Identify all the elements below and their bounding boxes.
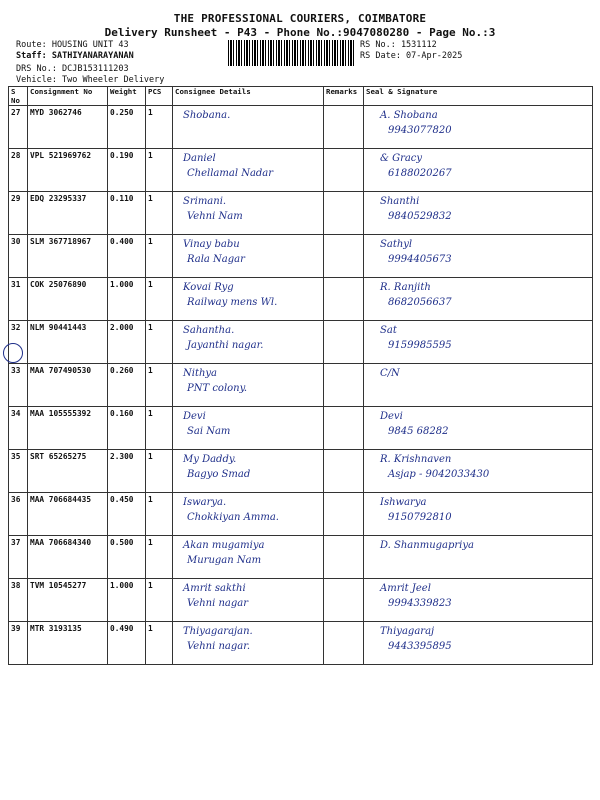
sno-cell: 28 <box>9 149 28 192</box>
consignee-address: Railway mens Wl. <box>187 297 278 308</box>
consignee-name: Kovai Ryg <box>183 282 234 293</box>
consignment-cell: EDQ 23295337 <box>28 192 108 235</box>
remarks-cell <box>324 235 364 278</box>
vehicle-label: Vehicle: Two Wheeler Delivery <box>16 75 165 85</box>
consignee-address: Chellamal Nadar <box>187 168 274 179</box>
col-header-weight: Weight <box>108 87 146 106</box>
consignee-cell <box>173 407 324 450</box>
consignee-cell <box>173 321 324 364</box>
signature-cell <box>364 407 593 450</box>
table-row <box>9 493 593 536</box>
signature-name: R. Krishnaven <box>380 454 452 465</box>
route-label: Route: HOUSING UNIT 43 <box>16 40 129 50</box>
consignee-cell <box>173 450 324 493</box>
signature-cell <box>364 536 593 579</box>
consignee-address: Vehni Nam <box>187 211 243 222</box>
signature-cell <box>364 149 593 192</box>
weight-cell: 0.190 <box>108 149 146 192</box>
consignee-name: Nithya <box>183 368 218 379</box>
signature-name: Devi <box>380 411 403 422</box>
remarks-cell <box>324 192 364 235</box>
drs-number: DRS No.: DCJB153111203 <box>16 64 129 74</box>
pcs-cell: 1 <box>146 536 173 579</box>
pcs-cell: 1 <box>146 579 173 622</box>
consignee-address: Jayanthi nagar. <box>187 340 264 351</box>
signature-cell <box>364 622 593 665</box>
consignment-cell: SRT 65265275 <box>28 450 108 493</box>
remarks-cell <box>324 106 364 149</box>
consignee-name: My Daddy. <box>183 454 237 465</box>
table-row <box>9 622 593 665</box>
col-header-remarks: Remarks <box>324 87 364 106</box>
consignee-address: Rala Nagar <box>187 254 245 265</box>
consignee-cell <box>173 579 324 622</box>
consignment-cell: VPL 521969762 <box>28 149 108 192</box>
signature-phone: Asjap - 9042033430 <box>388 469 490 480</box>
pcs-cell: 1 <box>146 493 173 536</box>
weight-cell: 2.000 <box>108 321 146 364</box>
consignee-cell <box>173 493 324 536</box>
table-row <box>9 235 593 278</box>
consignment-cell: MAA 707490530 <box>28 364 108 407</box>
consignee-address: Vehni nagar. <box>187 641 251 652</box>
consignee-name: Daniel <box>183 153 216 164</box>
consignment-cell: MAA 105555392 <box>28 407 108 450</box>
staff-row <box>16 51 134 62</box>
sno-cell: 39 <box>9 622 28 665</box>
col-header-sno: S No <box>9 87 28 106</box>
remarks-cell <box>324 364 364 407</box>
signature-cell <box>364 192 593 235</box>
remarks-cell <box>324 536 364 579</box>
consignee-name: Shobana. <box>183 110 231 121</box>
consignee-address: Chokkiyan Amma. <box>187 512 279 523</box>
consignee-name: Iswarya. <box>183 497 227 508</box>
pcs-cell: 1 <box>146 106 173 149</box>
remarks-cell <box>324 407 364 450</box>
signature-name: Shanthi <box>380 196 420 207</box>
consignment-cell: SLM 367718967 <box>28 235 108 278</box>
table-row <box>9 106 593 149</box>
consignee-address: Bagyo Smad <box>187 469 251 480</box>
signature-phone: 9994405673 <box>388 254 452 265</box>
pcs-cell: 1 <box>146 278 173 321</box>
table-row <box>9 192 593 235</box>
sno-cell: 29 <box>9 192 28 235</box>
table-row <box>9 149 593 192</box>
signature-phone: 8682056637 <box>388 297 452 308</box>
table-row <box>9 364 593 407</box>
signature-cell <box>364 579 593 622</box>
consignment-cell: TVM 10545277 <box>28 579 108 622</box>
signature-cell <box>364 235 593 278</box>
barcode <box>228 40 354 66</box>
consignee-cell <box>173 278 324 321</box>
sno-cell: 38 <box>9 579 28 622</box>
pcs-cell: 1 <box>146 235 173 278</box>
consignment-cell: NLM 90441443 <box>28 321 108 364</box>
remarks-cell <box>324 579 364 622</box>
consignee-address: Murugan Nam <box>187 555 262 566</box>
table-row <box>9 321 593 364</box>
signature-phone: 9845 68282 <box>388 426 449 437</box>
consignment-cell: MTR 3193135 <box>28 622 108 665</box>
consignment-cell: MAA 706684340 <box>28 536 108 579</box>
signature-name: Ishwarya <box>380 497 427 508</box>
consignee-name: Devi <box>183 411 206 422</box>
consignee-name: Thiyagarajan. <box>183 626 253 637</box>
consignment-cell: MYD 3062746 <box>28 106 108 149</box>
pcs-cell: 1 <box>146 321 173 364</box>
signature-name: A. Shobana <box>380 110 438 121</box>
sno-cell: 31 <box>9 278 28 321</box>
col-header-signature: Seal & Signature <box>364 87 593 106</box>
weight-cell: 0.250 <box>108 106 146 149</box>
signature-phone: 9159985595 <box>388 340 452 351</box>
signature-cell <box>364 321 593 364</box>
sno-cell: 34 <box>9 407 28 450</box>
consignee-cell <box>173 622 324 665</box>
signature-name: Sathyl <box>380 239 413 250</box>
signature-name: Sat <box>380 325 397 336</box>
remarks-cell <box>324 450 364 493</box>
consignment-cell: COK 25076890 <box>28 278 108 321</box>
col-header-pcs: PCS <box>146 87 173 106</box>
company-title: THE PROFESSIONAL COURIERS, COIMBATORE <box>173 12 427 25</box>
signature-cell <box>364 450 593 493</box>
hand-circle-mark <box>3 343 23 363</box>
sno-cell: 27 <box>9 106 28 149</box>
col-header-consignment: Consignment No <box>28 87 108 106</box>
weight-cell: 1.000 <box>108 579 146 622</box>
consignment-cell: MAA 706684435 <box>28 493 108 536</box>
signature-name: & Gracy <box>380 153 423 164</box>
weight-cell: 1.000 <box>108 278 146 321</box>
remarks-cell <box>324 278 364 321</box>
consignee-name: Amrit sakthi <box>183 583 246 594</box>
col-header-consignee: Consignee Details <box>173 87 324 106</box>
remarks-cell <box>324 493 364 536</box>
consignee-address: Sai Nam <box>187 426 231 437</box>
signature-phone: 9994339823 <box>388 598 452 609</box>
consignee-cell <box>173 235 324 278</box>
consignee-cell <box>173 149 324 192</box>
signature-cell <box>364 364 593 407</box>
weight-cell: 0.160 <box>108 407 146 450</box>
consignee-name: Srimani. <box>183 196 227 207</box>
consignee-cell <box>173 192 324 235</box>
remarks-cell <box>324 149 364 192</box>
sno-cell: 36 <box>9 493 28 536</box>
signature-name: D. Shanmugapriya <box>380 540 474 551</box>
weight-cell: 0.490 <box>108 622 146 665</box>
table-header-row <box>9 87 593 106</box>
rs-number: RS No.: 1531112 <box>360 40 437 50</box>
table-row <box>9 278 593 321</box>
pcs-cell: 1 <box>146 192 173 235</box>
signature-phone: 9150792810 <box>388 512 452 523</box>
remarks-cell <box>324 622 364 665</box>
table-row <box>9 579 593 622</box>
consignee-cell <box>173 536 324 579</box>
table-row <box>9 450 593 493</box>
staff-label: Staff: <box>16 51 47 61</box>
weight-cell: 0.260 <box>108 364 146 407</box>
weight-cell: 0.500 <box>108 536 146 579</box>
signature-name: Amrit Jeel <box>380 583 431 594</box>
signature-phone: 9443395895 <box>388 641 452 652</box>
weight-cell: 0.400 <box>108 235 146 278</box>
weight-cell: 2.300 <box>108 450 146 493</box>
signature-phone: 9840529832 <box>388 211 452 222</box>
runsheet-subtitle: Delivery Runsheet - P43 - Phone No.:9047080280 - Page No.:3 <box>104 26 496 39</box>
table-row <box>9 407 593 450</box>
signature-name: Thiyagaraj <box>380 626 435 637</box>
pcs-cell: 1 <box>146 622 173 665</box>
table-row <box>9 536 593 579</box>
consignee-name: Vinay babu <box>183 239 240 250</box>
signature-cell <box>364 106 593 149</box>
consignee-address: PNT colony. <box>187 383 248 394</box>
sno-cell: 33 <box>9 364 28 407</box>
staff-name: SATHIYANARAYANAN <box>51 51 134 61</box>
pcs-cell: 1 <box>146 450 173 493</box>
sno-cell: 37 <box>9 536 28 579</box>
signature-cell <box>364 278 593 321</box>
signature-phone: 9943077820 <box>388 125 452 136</box>
consignee-name: Sahantha. <box>183 325 235 336</box>
pcs-cell: 1 <box>146 149 173 192</box>
pcs-cell: 1 <box>146 407 173 450</box>
consignee-name: Akan mugamiya <box>183 540 265 551</box>
consignee-cell <box>173 106 324 149</box>
runsheet-table <box>8 86 593 665</box>
consignee-cell <box>173 364 324 407</box>
consignee-address: Vehni nagar <box>187 598 249 609</box>
weight-cell: 0.450 <box>108 493 146 536</box>
sno-cell: 35 <box>9 450 28 493</box>
pcs-cell: 1 <box>146 364 173 407</box>
signature-name: R. Ranjith <box>380 282 431 293</box>
weight-cell: 0.110 <box>108 192 146 235</box>
remarks-cell <box>324 321 364 364</box>
sno-cell: 30 <box>9 235 28 278</box>
sno-cell: 32 <box>9 321 28 364</box>
signature-phone: 6188020267 <box>388 168 452 179</box>
rs-date: RS Date: 07-Apr-2025 <box>360 51 463 61</box>
signature-cell <box>364 493 593 536</box>
signature-name: C/N <box>380 368 400 379</box>
